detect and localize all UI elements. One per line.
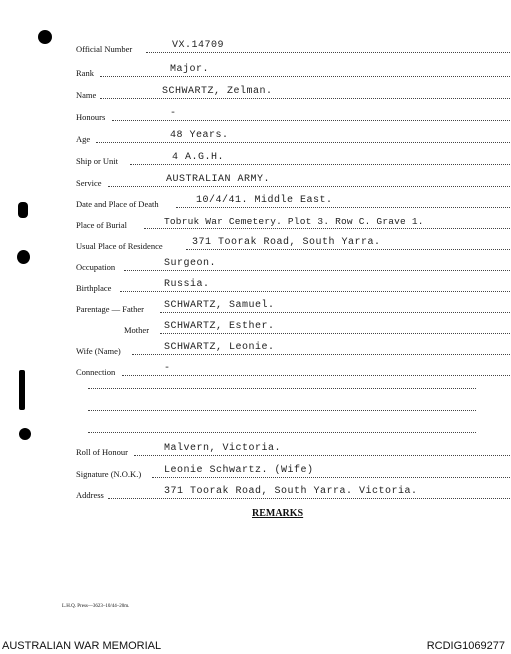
label-age: Age	[76, 134, 91, 144]
field-wife	[76, 342, 476, 356]
value-address: 371 Toorak Road, South Yarra. Victoria.	[164, 486, 418, 497]
value-burial: Tobruk War Cemetery. Plot 3. Row C. Grave 1.	[164, 216, 424, 227]
field-honours	[76, 108, 476, 122]
punch-hole-upper	[18, 202, 28, 218]
field-father	[76, 300, 476, 314]
value-service: AUSTRALIAN ARMY.	[166, 174, 271, 185]
value-official-number: VX.14709	[172, 40, 225, 51]
label-name: Name	[76, 90, 97, 100]
value-honours: -	[170, 108, 177, 119]
label-father: Parentage — Father	[76, 304, 144, 314]
label-signature: Signature (N.O.K.)	[76, 469, 142, 479]
label-occupation: Occupation	[76, 262, 116, 272]
field-connection	[76, 363, 476, 377]
value-birthplace: Russia.	[164, 279, 210, 290]
label-burial: Place of Burial	[76, 220, 127, 230]
value-ship-unit: 4 A.G.H.	[172, 152, 225, 163]
value-death: 10/4/41. Middle East.	[196, 195, 333, 206]
field-address	[76, 486, 476, 500]
field-official-number	[76, 40, 476, 54]
label-residence: Usual Place of Residence	[76, 241, 163, 251]
value-connection: -	[164, 363, 171, 374]
field-service	[76, 174, 476, 188]
field-residence	[76, 237, 476, 251]
label-roll-of-honour: Roll of Honour	[76, 447, 128, 457]
printer-imprint: L.H.Q. Press—3623–10/44–20m.	[62, 604, 130, 609]
label-official-number: Official Number	[76, 44, 133, 54]
punch-hole-top	[38, 30, 52, 44]
label-service: Service	[76, 178, 102, 188]
connection-blank-line	[88, 432, 476, 433]
field-mother	[76, 321, 476, 335]
field-ship-unit	[76, 152, 476, 166]
value-wife: SCHWARTZ, Leonie.	[164, 342, 275, 353]
connection-blank-line	[88, 388, 476, 389]
label-honours: Honours	[76, 112, 106, 122]
label-ship-unit: Ship or Unit	[76, 156, 119, 166]
value-signature: Leonie Schwartz. (Wife)	[164, 465, 314, 476]
value-age: 48 Years.	[170, 130, 229, 141]
value-name: SCHWARTZ, Zelman.	[162, 86, 273, 97]
footer-record-id: RCDIG1069277	[426, 640, 505, 652]
field-burial	[76, 216, 476, 230]
label-mother: Mother	[124, 325, 150, 335]
field-occupation	[76, 258, 476, 272]
footer-source: AUSTRALIAN WAR MEMORIAL	[2, 640, 162, 652]
field-death	[76, 195, 476, 209]
field-roll-of-honour	[76, 443, 476, 457]
value-father: SCHWARTZ, Samuel.	[164, 300, 275, 311]
punch-hole-mid	[17, 250, 30, 264]
value-roll-of-honour: Malvern, Victoria.	[164, 443, 282, 454]
value-mother: SCHWARTZ, Esther.	[164, 321, 275, 332]
field-birthplace	[76, 279, 476, 293]
field-name	[76, 86, 476, 100]
label-death: Date and Place of Death	[76, 199, 159, 209]
binder-mark	[19, 370, 25, 410]
value-occupation: Surgeon.	[164, 258, 217, 269]
field-signature	[76, 465, 476, 479]
punch-hole-lower	[19, 428, 31, 440]
label-wife: Wife (Name)	[76, 346, 121, 356]
label-address: Address	[76, 490, 104, 500]
field-age	[76, 130, 476, 144]
value-residence: 371 Toorak Road, South Yarra.	[192, 237, 381, 248]
remarks-heading: REMARKS	[252, 508, 304, 519]
connection-blank-line	[88, 410, 476, 411]
label-birthplace: Birthplace	[76, 283, 112, 293]
field-rank	[76, 64, 476, 78]
label-connection: Connection	[76, 367, 116, 377]
value-rank: Major.	[170, 64, 210, 75]
label-rank: Rank	[76, 68, 94, 78]
